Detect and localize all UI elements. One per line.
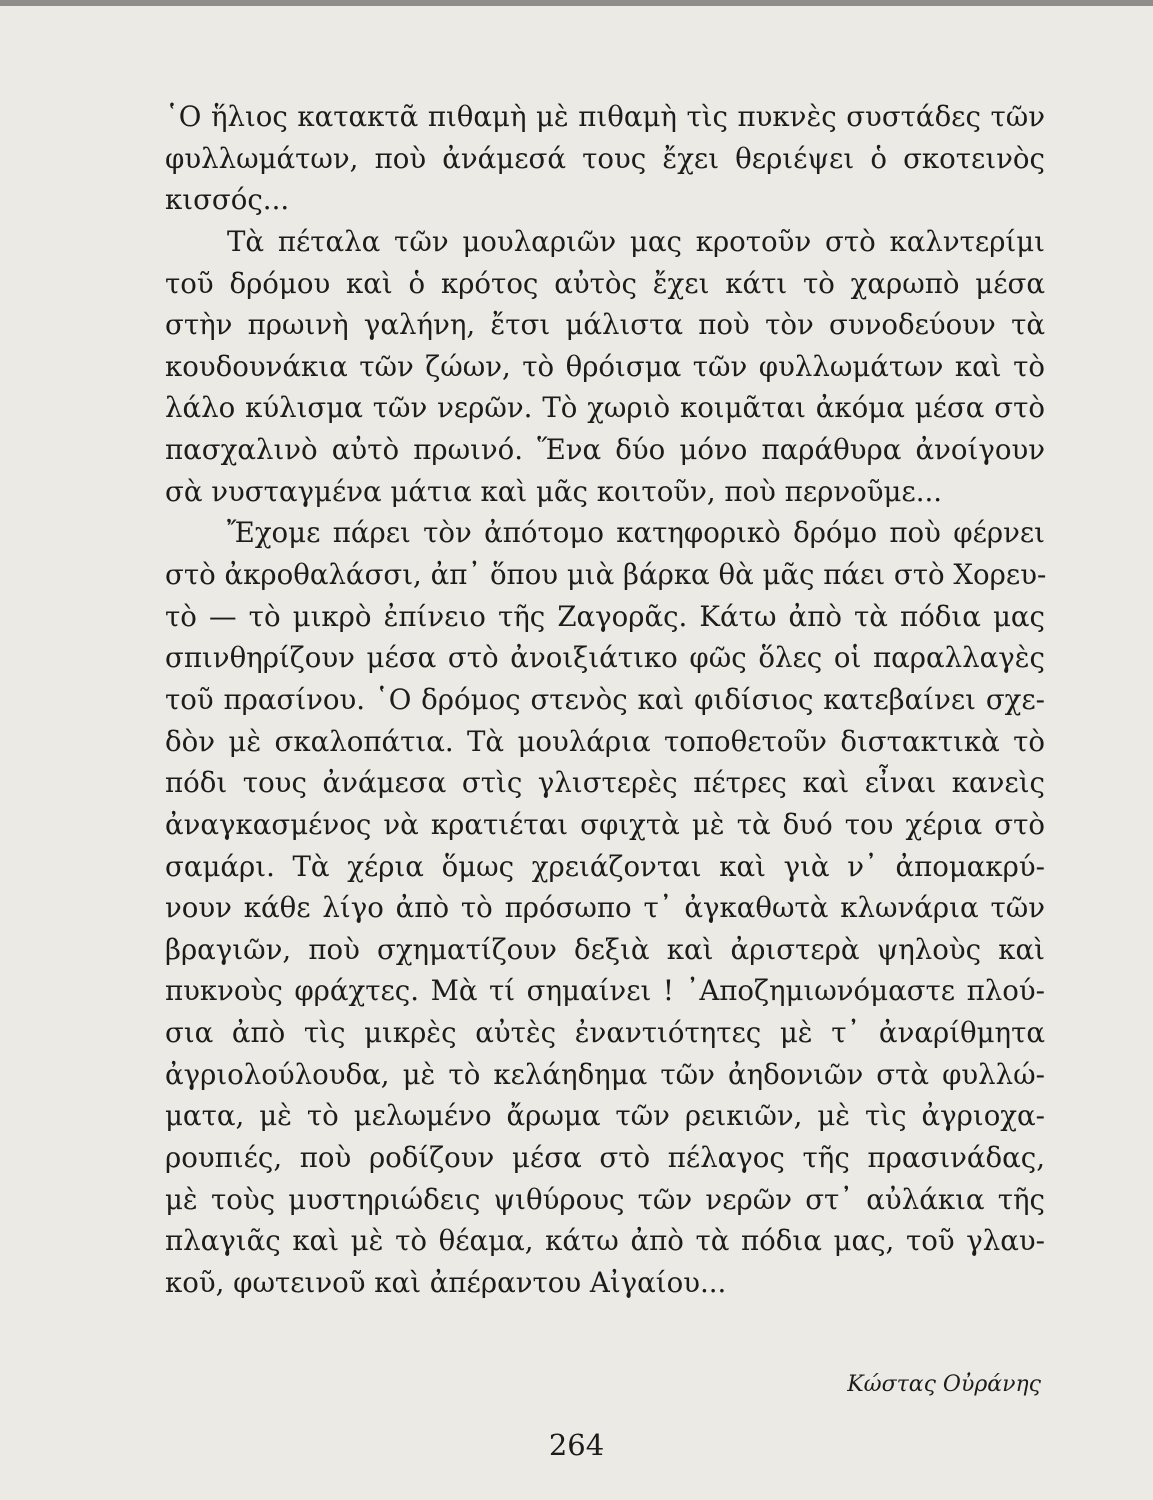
text-line: ρουπιές, ποὺ ροδίζουν μέσα στὸ πέλαγος τῆς πρασινάδας,	[165, 1141, 1045, 1175]
page-top-edge	[0, 0, 1153, 6]
text-line: τοῦ δρόμου καὶ ὁ κρότος αὐτὸς ἔχει κάτι τὸ χαρωπὸ μέσα	[165, 266, 1045, 300]
text-line: Τὰ πέταλα τῶν μουλαριῶν μας κροτοῦν στὸ καλντερίμι	[227, 224, 1045, 258]
text-line: σπινθηρίζουν μέσα στὸ ἀνοιξιάτικο φῶς ὅλες οἱ παραλλαγὲς	[165, 641, 1045, 675]
text-line: ῾Ο ἥλιος κατακτᾶ πιθαμὴ μὲ πιθαμὴ τὶς πυκνὲς συστάδες τῶν	[165, 100, 1045, 133]
text-line: πασχαλινὸ αὐτὸ πρωινό. Ἕνα δύο μόνο παράθυρα ἀνοίγουν	[165, 433, 1045, 467]
text-line: σαμάρι. Τὰ χέρια ὅμως χρειάζονται καὶ γιὰ ν᾽ ἀπομακρύ-	[165, 849, 1045, 883]
text-line: λάλο κύλισμα τῶν νερῶν. Τὸ χωριὸ κοιμᾶται ἀκόμα μέσα στὸ	[165, 391, 1045, 425]
text-line: πλαγιᾶς καὶ μὲ τὸ θέαμα, κάτω ἀπὸ τὰ πόδια μας, τοῦ γλαυ-	[165, 1224, 1045, 1258]
author-signature: Κώστας Οὐράνης	[847, 1372, 1041, 1397]
text-line: δὸν μὲ σκαλοπάτια. Τὰ μουλάρια τοποθετοῦν διστακτικὰ τὸ	[165, 724, 1045, 758]
text-line: σὰ νυσταγμένα μάτια καὶ μᾶς κοιτοῦν, ποὺ περνοῦμε...	[165, 474, 943, 508]
text-line: ματα, μὲ τὸ μελωμένο ἄρωμα τῶν ρεικιῶν, μὲ τὶς ἀγριοχα-	[165, 1099, 1045, 1133]
text-line: ἀναγκασμένος νὰ κρατιέται σφιχτὰ μὲ τὰ δυό του χέρια στὸ	[165, 807, 1045, 841]
text-line: κουδουνάκια τῶν ζώων, τὸ θρόισμα τῶν φυλλωμάτων καὶ τὸ	[165, 349, 1045, 383]
text-line: μὲ τοὺς μυστηριώδεις ψιθύρους τῶν νερῶν στ᾽ αὐλάκια τῆς	[165, 1182, 1045, 1216]
text-line: στὸ ἀκροθαλάσσι, ἀπ᾽ ὅπου μιὰ βάρκα θὰ μᾶς πάει στὸ Χορευ-	[165, 558, 1047, 592]
text-line: κισσός...	[165, 183, 290, 217]
text-line: τοῦ πρασίνου. ῾Ο δρόμος στενὸς καὶ φιδίσιος κατεβαίνει σχε-	[165, 682, 1045, 716]
text-line: βραγιῶν, ποὺ σχηματίζουν δεξιὰ καὶ ἀριστερὰ ψηλοὺς καὶ	[165, 932, 1045, 966]
text-line: ἀγριολούλουδα, μὲ τὸ κελάηδημα τῶν ἀηδονιῶν στὰ φυλλώ-	[165, 1057, 1045, 1091]
text-line: κοῦ, φωτεινοῦ καὶ ἀπέραντου Αἰγαίου...	[165, 1265, 727, 1299]
text-line: στὴν πρωινὴ γαλήνη, ἔτσι μάλιστα ποὺ τὸν συνοδεύουν τὰ	[165, 308, 1045, 342]
page-number: 264	[548, 1428, 605, 1462]
text-line: Ἔχομε πάρει τὸν ἀπότομο κατηφορικὸ δρόμο ποὺ φέρνει	[227, 516, 1045, 550]
text-line: τὸ — τὸ μικρὸ ἐπίνειο τῆς Ζαγορᾶς. Κάτω ἀπὸ τὰ πόδια μας	[165, 599, 1045, 633]
text-line: σια ἀπὸ τὶς μικρὲς αὐτὲς ἐναντιότητες μὲ τ᾽ ἀναρίθμητα	[165, 1016, 1045, 1050]
text-line: πυκνοὺς φράχτες. Μὰ τί σημαίνει ! ᾿Αποζημιωνόμαστε πλού-	[165, 974, 1045, 1008]
body-text	[165, 96, 1045, 1304]
text-line: πόδι τους ἀνάμεσα στὶς γλιστερὲς πέτρες καὶ εἶναι κανεὶς	[165, 766, 1045, 800]
text-line: φυλλωμάτων, ποὺ ἀνάμεσά τους ἔχει θεριέψει ὁ σκοτεινὸς	[165, 141, 1045, 175]
text-line: νουν κάθε λίγο ἀπὸ τὸ πρόσωπο τ᾽ ἀγκαθωτὰ κλωνάρια τῶν	[165, 891, 1045, 925]
